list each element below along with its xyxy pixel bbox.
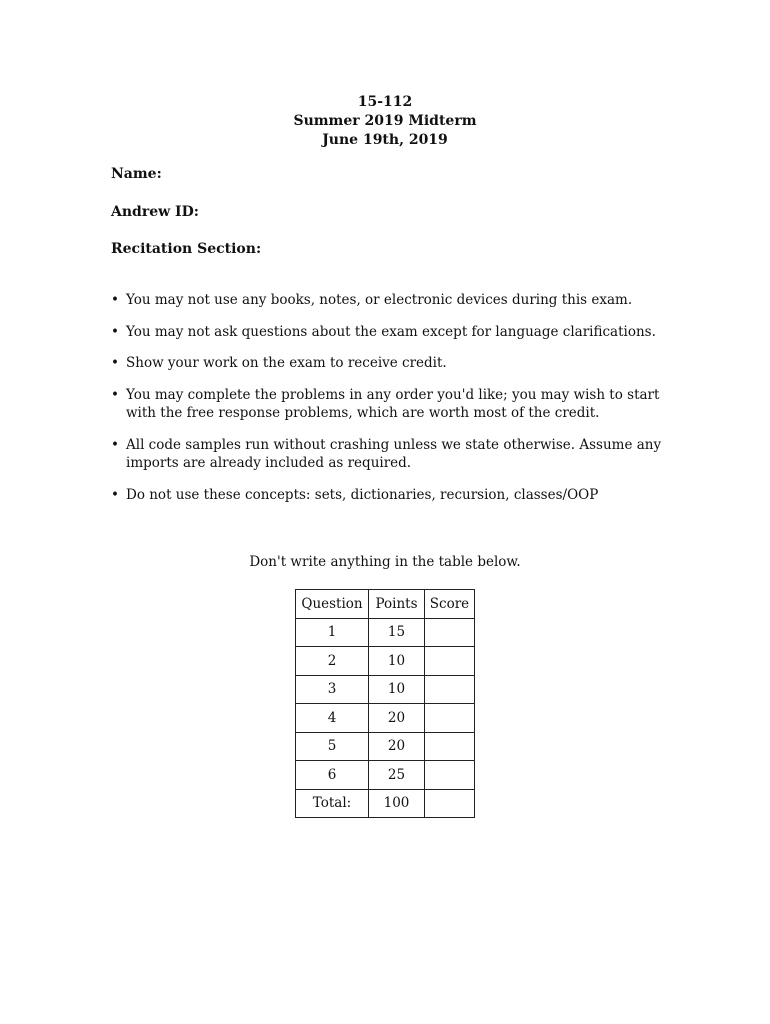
score-cell <box>425 618 475 647</box>
exam-rules-list <box>111 291 681 517</box>
course-number: 15-112 <box>357 94 413 110</box>
recitation-section-label: Recitation Section: <box>111 241 262 257</box>
bullet-icon: • <box>111 386 119 403</box>
bullet-icon: • <box>111 436 119 453</box>
table-row <box>296 732 475 761</box>
rule-text: You may not use any books, notes, or electronic devices during this exam. <box>126 292 633 308</box>
table-row <box>296 647 475 676</box>
rule-text: All code samples run without crashing unless we state otherwise. Assume any imports are already included as required. <box>126 436 662 471</box>
table-instruction: Don't write anything in the table below. <box>249 554 521 570</box>
points-cell: 20 <box>369 732 425 761</box>
name-label: Name: <box>111 166 162 182</box>
bullet-icon: • <box>111 486 119 503</box>
table-row <box>296 675 475 704</box>
table-header-row <box>296 590 475 619</box>
rule-text: You may not ask questions about the exam except for language clarifications. <box>126 323 656 340</box>
points-cell: 20 <box>369 704 425 733</box>
points-cell: 10 <box>369 675 425 704</box>
points-cell: 25 <box>369 761 425 790</box>
exam-title: Summer 2019 Midterm <box>293 113 477 129</box>
rule-item <box>111 486 681 505</box>
table-row <box>296 618 475 647</box>
bullet-icon: • <box>111 323 119 340</box>
score-table <box>295 589 475 818</box>
rule-item <box>111 291 681 310</box>
exam-date: June 19th, 2019 <box>322 132 448 148</box>
question-cell: 1 <box>296 618 369 647</box>
rule-item <box>111 323 681 342</box>
column-header-points: Points <box>369 590 425 619</box>
total-points-cell: 100 <box>369 789 425 818</box>
rule-item <box>111 436 681 473</box>
question-cell: 5 <box>296 732 369 761</box>
total-score-cell <box>425 789 475 818</box>
score-cell <box>425 704 475 733</box>
rule-item <box>111 354 681 373</box>
points-cell: 10 <box>369 647 425 676</box>
total-label-cell: Total: <box>296 789 369 818</box>
bullet-icon: • <box>111 355 119 371</box>
column-header-score: Score <box>425 590 475 619</box>
question-cell: 2 <box>296 647 369 676</box>
score-cell <box>425 647 475 676</box>
bullet-icon: • <box>111 292 119 308</box>
table-row <box>296 704 475 733</box>
total-row <box>296 789 475 818</box>
andrew-id-label: Andrew ID: <box>111 204 199 220</box>
score-cell <box>425 675 475 704</box>
score-cell <box>425 761 475 790</box>
rule-item <box>111 386 681 423</box>
rule-text: You may complete the problems in any order you'd like; you may wish to start with the free response problems, which are worth most of the credit. <box>126 386 660 421</box>
question-cell: 4 <box>296 704 369 733</box>
score-cell <box>425 732 475 761</box>
rule-text: Show your work on the exam to receive credit. <box>126 355 447 371</box>
exam-header <box>0 93 770 150</box>
table-row <box>296 761 475 790</box>
question-cell: 6 <box>296 761 369 790</box>
column-header-question: Question <box>296 590 369 619</box>
question-cell: 3 <box>296 675 369 704</box>
rule-text: Do not use these concepts: sets, dictionaries, recursion, classes/OOP <box>126 486 599 503</box>
points-cell: 15 <box>369 618 425 647</box>
